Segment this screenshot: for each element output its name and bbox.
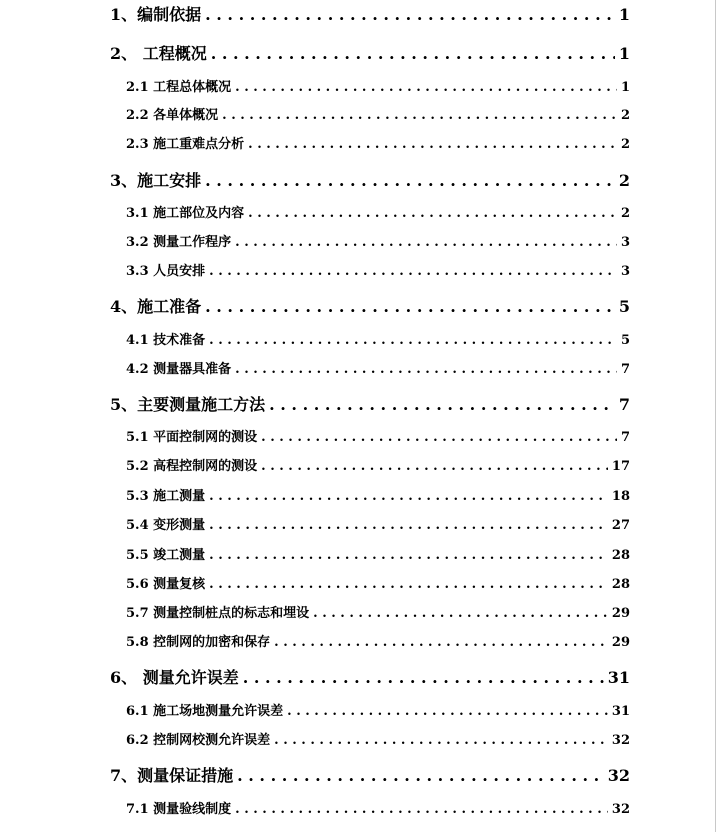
toc-entry-page: 3 — [620, 235, 630, 250]
toc-entry-page: 5 — [620, 333, 630, 348]
toc-entry-title: 6.1 施工场地测量允许误差 — [126, 704, 284, 719]
toc-entry-3-3[interactable] — [126, 262, 630, 282]
toc-entry-2[interactable] — [110, 43, 630, 65]
toc-entry-5-6[interactable] — [126, 575, 630, 595]
toc-dot-leader — [235, 800, 608, 820]
toc-dot-leader — [205, 296, 615, 318]
toc-entry-title: 5.3 施工测量 — [126, 489, 206, 504]
toc-dot-leader — [237, 765, 604, 787]
toc-entry-page: 18 — [611, 489, 630, 504]
toc-entry-4-1[interactable] — [126, 331, 630, 351]
toc-entry-page: 7 — [620, 362, 630, 377]
toc-entry-3-2[interactable] — [126, 233, 630, 253]
toc-entry-3-1[interactable] — [126, 204, 630, 224]
toc-entry-title: 2、 工程概况 — [110, 44, 207, 63]
toc-entry-5-4[interactable] — [126, 516, 630, 536]
toc-dot-leader — [209, 516, 608, 536]
toc-entry-page: 7 — [618, 395, 630, 414]
toc-entry-page: 7 — [620, 430, 630, 445]
toc-entry-5-5[interactable] — [126, 546, 630, 566]
toc-entry-page: 2 — [620, 206, 630, 221]
toc-dot-leader — [209, 262, 617, 282]
toc-dot-leader — [261, 457, 608, 477]
toc-entry-page: 17 — [611, 459, 630, 474]
toc-entry-title: 4.1 技术准备 — [126, 333, 206, 348]
toc-entry-1[interactable] — [110, 4, 630, 26]
toc-dot-leader — [287, 702, 608, 722]
toc-entry-page: 1 — [618, 5, 630, 24]
toc-entry-title: 5.8 控制网的加密和保存 — [126, 635, 271, 650]
toc-entry-4[interactable] — [110, 296, 630, 318]
toc-entry-title: 5.6 测量复核 — [126, 577, 206, 592]
toc-entry-page: 2 — [620, 108, 630, 123]
toc-entry-page: 31 — [611, 704, 630, 719]
toc-entry-title: 2.2 各单体概况 — [126, 108, 219, 123]
toc-entry-title: 3.3 人员安排 — [126, 264, 206, 279]
toc-entry-title: 3、施工安排 — [110, 171, 202, 190]
toc-entry-title: 5.1 平面控制网的测设 — [126, 430, 258, 445]
toc-dot-leader — [209, 331, 617, 351]
toc-entry-7[interactable] — [110, 765, 630, 787]
toc-dot-leader — [211, 43, 615, 65]
toc-entry-7-1[interactable] — [126, 800, 630, 820]
toc-entry-5-7[interactable] — [126, 604, 630, 624]
toc-entry-page: 2 — [618, 171, 630, 190]
toc-dot-leader — [261, 428, 617, 448]
toc-dot-leader — [248, 204, 617, 224]
toc-dot-leader — [235, 233, 617, 253]
toc-entry-title: 2.3 施工重难点分析 — [126, 137, 245, 152]
toc-entry-title: 5.4 变形测量 — [126, 518, 206, 533]
toc-entry-page: 31 — [607, 668, 630, 687]
toc-entry-6[interactable] — [110, 667, 630, 689]
toc-dot-leader — [209, 487, 608, 507]
toc-entry-page: 32 — [611, 733, 630, 748]
toc-dot-leader — [235, 360, 617, 380]
toc-dot-leader — [235, 78, 617, 98]
toc-entry-2-3[interactable] — [126, 135, 630, 155]
toc-dot-leader — [274, 731, 608, 751]
toc-entry-3[interactable] — [110, 170, 630, 192]
toc-entry-page: 29 — [611, 606, 630, 621]
toc-entry-page: 27 — [611, 518, 630, 533]
toc-entry-title: 4.2 测量器具准备 — [126, 362, 232, 377]
toc-entry-5-8[interactable] — [126, 633, 630, 653]
toc-entry-page: 1 — [620, 80, 630, 95]
toc-entry-page: 28 — [611, 577, 630, 592]
toc-dot-leader — [274, 633, 608, 653]
toc-entry-page: 28 — [611, 548, 630, 563]
toc-entry-title: 4、施工准备 — [110, 297, 202, 316]
toc-entry-title: 6.2 控制网校测允许误差 — [126, 733, 271, 748]
toc-entry-6-2[interactable] — [126, 731, 630, 751]
toc-entry-page: 5 — [618, 297, 630, 316]
toc-dot-leader — [209, 546, 608, 566]
toc-entry-title: 5.7 测量控制桩点的标志和埋设 — [126, 606, 310, 621]
toc-entry-title: 5、主要测量施工方法 — [110, 395, 266, 414]
toc-entry-title: 3.1 施工部位及内容 — [126, 206, 245, 221]
toc-entry-5-2[interactable] — [126, 457, 630, 477]
toc-entry-page: 29 — [611, 635, 630, 650]
toc-entry-title: 2.1 工程总体概况 — [126, 80, 232, 95]
toc-dot-leader — [313, 604, 608, 624]
toc-entry-page: 32 — [611, 802, 630, 817]
toc-dot-leader — [209, 575, 608, 595]
toc-entry-4-2[interactable] — [126, 360, 630, 380]
toc-entry-6-1[interactable] — [126, 702, 630, 722]
toc-entry-5[interactable] — [110, 394, 630, 416]
toc-dot-leader — [205, 4, 615, 26]
toc-entry-5-1[interactable] — [126, 428, 630, 448]
toc-entry-title: 5.5 竣工测量 — [126, 548, 206, 563]
toc-entry-title: 7、测量保证措施 — [110, 766, 234, 785]
toc-dot-leader — [243, 667, 604, 689]
toc-dot-leader — [205, 170, 615, 192]
toc-entry-title: 7.1 测量验线制度 — [126, 802, 232, 817]
toc-entry-title: 5.2 高程控制网的测设 — [126, 459, 258, 474]
toc-dot-leader — [222, 106, 617, 126]
toc-entry-2-2[interactable] — [126, 106, 630, 126]
toc-entry-page: 3 — [620, 264, 630, 279]
toc-dot-leader — [269, 394, 615, 416]
toc-entry-title: 6、 测量允许误差 — [110, 668, 239, 687]
toc-entry-title: 3.2 测量工作程序 — [126, 235, 232, 250]
toc-entry-5-3[interactable] — [126, 487, 630, 507]
toc-entry-page: 32 — [607, 766, 630, 785]
toc-entry-page: 1 — [618, 44, 630, 63]
toc-entry-title: 1、编制依据 — [110, 5, 202, 24]
toc-dot-leader — [248, 135, 617, 155]
toc-entry-2-1[interactable] — [126, 78, 630, 98]
toc-entry-page: 2 — [620, 137, 630, 152]
